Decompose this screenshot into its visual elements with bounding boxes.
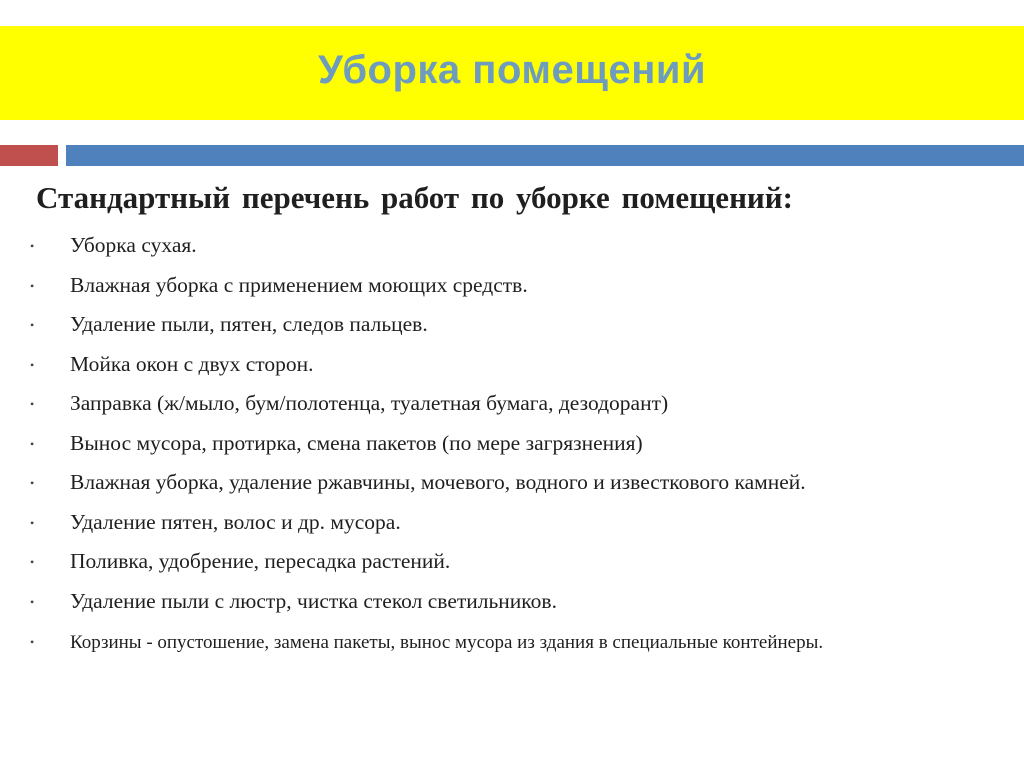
bullet-icon: •: [30, 357, 35, 372]
bullet-icon: •: [30, 318, 35, 332]
list-item: [0, 467, 1024, 507]
bullet-icon: •: [30, 635, 35, 649]
list-item: [0, 507, 1024, 547]
list-item-text: Поливка, удобрение, пересадка растений.: [70, 549, 451, 573]
list-item: [0, 625, 1024, 675]
bullet-icon: •: [30, 436, 35, 451]
work-list: [0, 230, 1024, 675]
list-item-text: Уборка сухая.: [70, 233, 197, 257]
accent-bar-blue: [66, 145, 1024, 166]
list-item: [0, 428, 1024, 468]
list-item: [0, 230, 1024, 270]
list-item-text: Заправка (ж/мыло, бум/полотенца, туалетная бумага, дезодорант): [70, 391, 669, 415]
list-item: [0, 546, 1024, 586]
list-item: [0, 349, 1024, 389]
bullet-icon: •: [30, 278, 35, 293]
bullet-icon: •: [30, 555, 35, 569]
list-item-text: Влажная уборка, удаление ржавчины, мочевого, водного и известкового камней.: [70, 470, 806, 494]
list-item-text: Удаление пыли, пятен, следов пальцев.: [70, 312, 428, 336]
list-item-text: Влажная уборка с применением моющих средств.: [70, 272, 528, 297]
bullet-icon: •: [30, 239, 35, 253]
bullet-icon: •: [30, 397, 35, 411]
list-item: [0, 270, 1024, 310]
list-heading: Стандартный перечень работ по уборке помещений:: [36, 180, 793, 215]
bullet-icon: •: [30, 476, 35, 490]
list-item: [0, 309, 1024, 349]
list-item-text: Удаление пятен, волос и др. мусора.: [70, 509, 401, 534]
list-item-text: Корзины - опустошение, замена пакеты, вынос мусора из здания в специальные контейнеры.: [70, 632, 824, 653]
bullet-icon: •: [30, 515, 35, 530]
accent-bar-red: [0, 145, 58, 166]
list-item-text: Удаление пыли с люстр, чистка стекол светильников.: [70, 588, 557, 613]
list-item: [0, 586, 1024, 626]
title-band: [0, 26, 1024, 120]
list-item-text: Вынос мусора, протирка, смена пакетов (по мере загрязнения): [70, 430, 643, 455]
list-item-text: Мойка окон с двух сторон.: [70, 351, 314, 376]
slide-title: Уборка помещений: [317, 47, 707, 92]
bullet-icon: •: [30, 594, 35, 609]
list-item: [0, 388, 1024, 428]
